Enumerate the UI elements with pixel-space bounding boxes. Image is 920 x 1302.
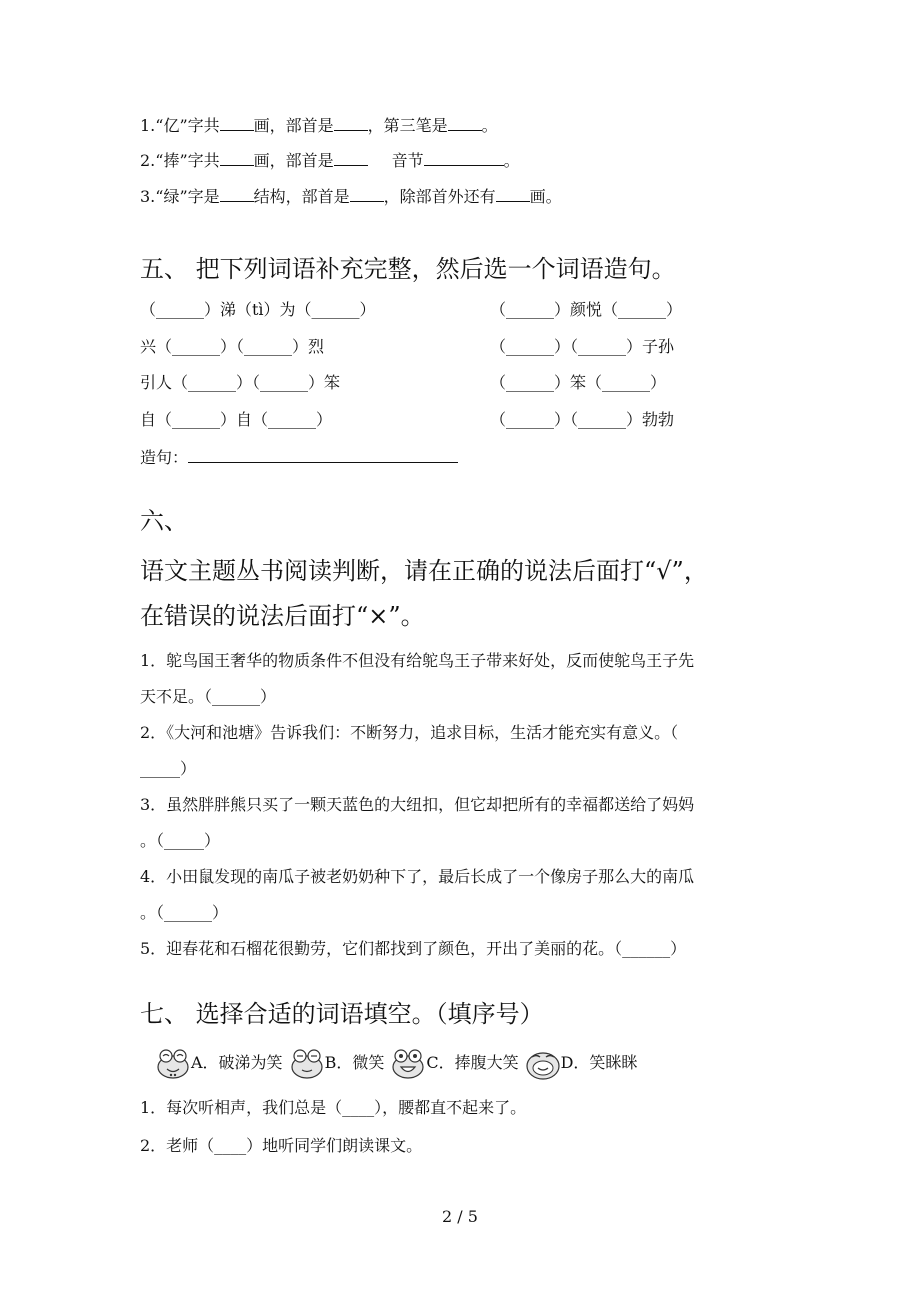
page-number: 2 / 5 — [442, 1207, 478, 1226]
sentence-line: 造句： — [140, 446, 458, 468]
word-options — [155, 1045, 643, 1081]
frog-face-icon — [289, 1045, 325, 1081]
frog-face-icon — [155, 1045, 191, 1081]
fill-question-1[interactable]: 1．每次听相声，我们总是（____），腰都直不起来了。 — [140, 1098, 527, 1117]
section-6-number: 六、 — [140, 507, 188, 535]
idiom-right-1[interactable]: （______）颜悦（______） — [490, 300, 683, 319]
char-question-1: 1.“亿”字共 画，部首是 ，第三笔是 。 — [140, 116, 498, 135]
frog-face-icon — [390, 1045, 426, 1081]
answer-blank[interactable] — [220, 151, 254, 166]
option-a: A．破涕为笑 — [155, 1045, 283, 1081]
char-question-3: 3.“绿”字是 结构，部首是 ，除部首外还有 画。 — [140, 187, 562, 206]
judge-item-5[interactable]: 5．迎春花和石榴花很勤劳，它们都找到了颜色，开出了美丽的花。（______） — [140, 939, 687, 958]
answer-blank[interactable] — [334, 151, 368, 166]
section-6-instruction: 语文主题丛书阅读判断，请在正确的说法后面打“√”， — [140, 557, 708, 585]
answer-blank[interactable] — [334, 116, 368, 131]
answer-blank[interactable] — [350, 187, 384, 202]
judge-item-2: 2．《大河和池塘》告诉我们：不断努力，追求目标，生活才能充实有意义。（ — [140, 723, 679, 742]
answer-blank[interactable] — [496, 187, 530, 202]
judge-item-3: 3．虽然胖胖熊只买了一颗天蓝色的大纽扣，但它却把所有的幸福都送给了妈妈 — [140, 795, 695, 814]
section-7-title: 七、 选择合适的词语填空。（填序号） — [140, 1000, 544, 1028]
idiom-right-3[interactable]: （______）笨（______） — [490, 373, 667, 392]
judge-item-3-answer[interactable]: 。（_____） — [140, 831, 221, 850]
answer-blank[interactable] — [220, 187, 254, 202]
sentence-blank[interactable] — [188, 446, 458, 463]
idiom-left-1[interactable]: （______）涕（tì）为（______） — [140, 300, 376, 319]
idiom-right-2[interactable]: （______）（______）子孙 — [490, 337, 675, 356]
pinyin-blank[interactable] — [424, 151, 504, 166]
idiom-left-2[interactable]: 兴（______）（______）烈 — [140, 337, 325, 356]
judge-item-4: 4．小田鼠发现的南瓜子被老奶奶种下了，最后长成了一个像房子那么大的南瓜 — [140, 867, 695, 886]
judge-item-1: 1．鸵鸟国王奢华的物质条件不但没有给鸵鸟王子带来好处，反而使鸵鸟王子先 — [140, 651, 695, 670]
option-c: C．捧腹大笑 — [390, 1045, 518, 1081]
char-question-2: 2.“捧”字共 画，部首是 音节 。 — [140, 151, 520, 170]
frog-face-icon — [525, 1045, 561, 1081]
section-5-title: 五、 把下列词语补充完整，然后选一个词语造句。 — [140, 255, 676, 283]
idiom-left-4[interactable]: 自（______）自（______） — [140, 410, 333, 429]
judge-item-4-answer[interactable]: 。（______） — [140, 903, 229, 922]
answer-blank[interactable] — [448, 116, 482, 131]
judge-item-1-answer[interactable]: 天不足。（______） — [140, 687, 277, 706]
answer-blank[interactable] — [220, 116, 254, 131]
judge-item-2-answer[interactable]: _____） — [140, 759, 197, 778]
idiom-left-3[interactable]: 引人（______）（______）笨 — [140, 373, 341, 392]
option-b: B．微笑 — [289, 1045, 385, 1081]
section-6-instruction-cont: 在错误的说法后面打“×”。 — [140, 602, 425, 630]
fill-question-2[interactable]: 2．老师（____）地听同学们朗读课文。 — [140, 1136, 423, 1155]
idiom-right-4[interactable]: （______）（______）勃勃 — [490, 410, 675, 429]
option-d: D．笑眯眯 — [525, 1045, 638, 1081]
